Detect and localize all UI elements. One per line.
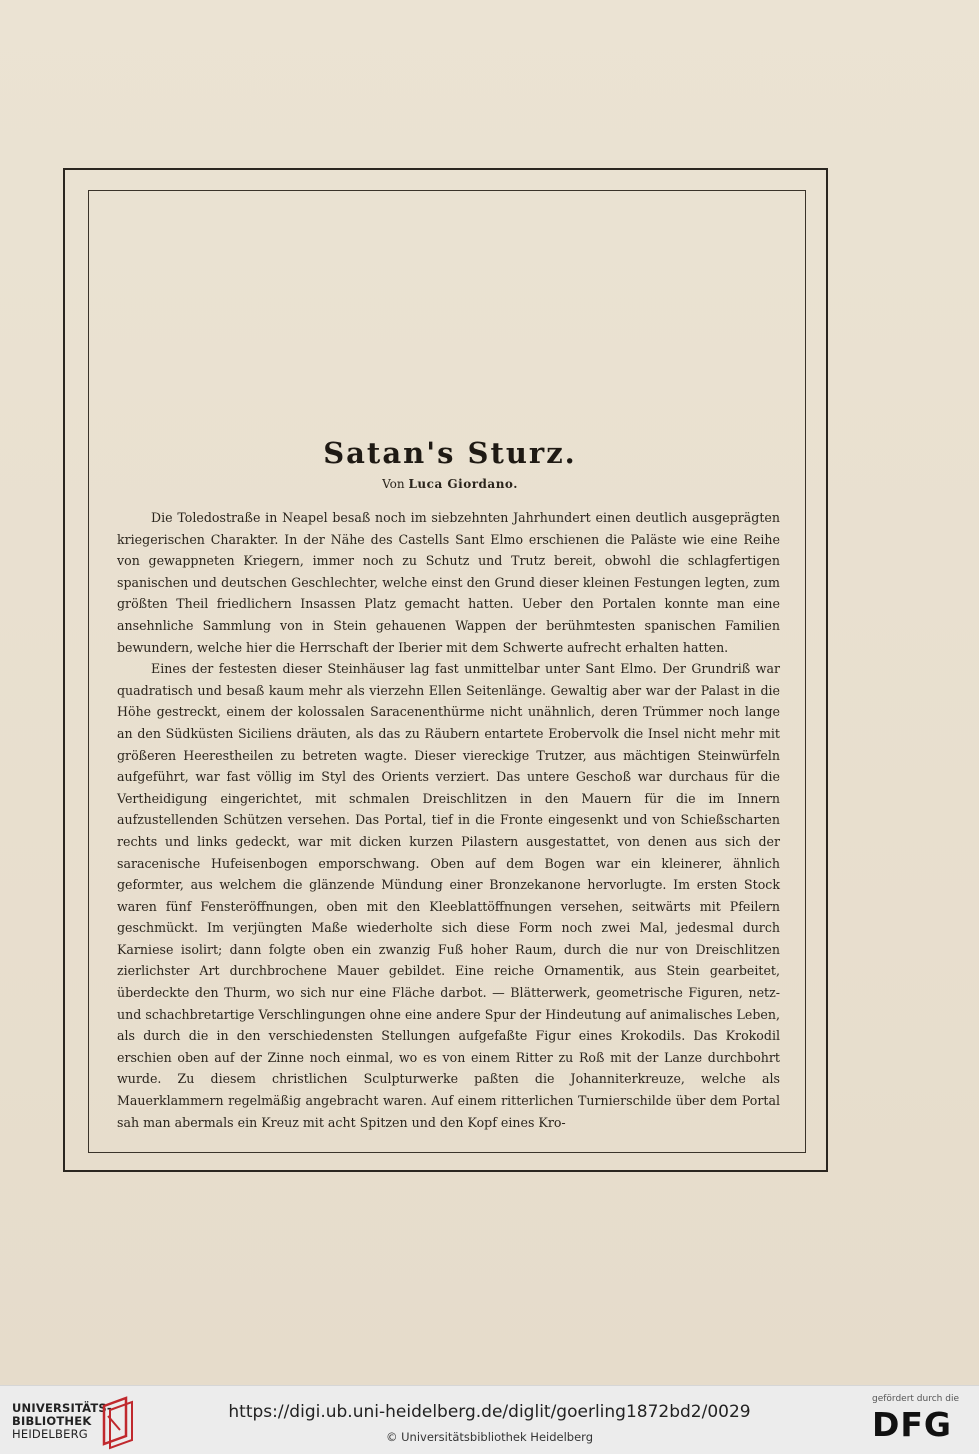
- byline: [0, 477, 900, 491]
- paragraph: Die Toledostraße in Neapel besaß noch im siebzehnten Jahrhundert einen deutlich ausgeprägten kriegerischen Charakter. In der Nähe des Castells Sant Elmo erschienen die Paläste wie eine Reihe von gewappneten Kriegern, immer noch zu Schutz und Trutz bereit, obwohl die schlagfertigen spanischen und deutschen Geschlechter, welche einst den Grund dieser kleinen Festungen legten, zum größten Theil friedlichern Insassen Platz gemacht hatten. Ueber den Portalen konnte man eine ansehnliche Sammlung von in Stein gehauenen Wappen der berühmtesten spanischen Familien bewundern, welche hier die Herrschaft der Iberier mit dem Schwerte aufrecht erhalten hatten.: [117, 510, 780, 655]
- article-body: [117, 507, 780, 1133]
- article-title: Satan's Sturz.: [323, 436, 577, 470]
- uni-line-1: UNIVERSITÄTS-: [12, 1401, 112, 1415]
- dfg-logo[interactable]: DFG: [872, 1405, 953, 1444]
- funding-note: gefördert durch die: [872, 1394, 959, 1404]
- uni-line-3: HEIDELBERG: [12, 1427, 88, 1441]
- byline-prefix: Von: [382, 477, 405, 491]
- author-name: Luca Giordano.: [408, 477, 518, 491]
- uni-line-2: BIBLIOTHEK: [12, 1414, 92, 1428]
- copyright-notice: © Universitätsbibliothek Heidelberg: [385, 1430, 593, 1444]
- viewer-footer: [0, 1385, 979, 1454]
- permalink-url[interactable]: https://digi.ub.uni-heidelberg.de/diglit/goerling1872bd2/0029: [228, 1402, 751, 1422]
- paragraph: Eines der festesten dieser Steinhäuser lag fast unmittelbar unter Sant Elmo. Der Grundriß war quadratisch und besaß kaum mehr als vierzehn Ellen Seitenlänge. Gewaltig aber war der Palast in die Höhe gestreckt, einem der kolossalen Saracenenthürme nicht unähnlich, deren Trümmer noch lange an den Südküsten Siciliens dräuten, als das zu Räubern entartete Erobervolk die Insel nicht mehr mit größeren Heerestheilen zu betreten wagte. Dieser viereckige Trutzer, aus mächtigen Steinwürfeln aufgeführt, war fast völlig im Styl des Orients verziert. Das untere Geschoß war durchaus für die Vertheidigung eingerichtet, mit schmalen Dreischlitzen in den Mauern für die im Innern aufzustellenden Schützen versehen. Das Portal, tief in die Fronte eingesenkt und von Schießscharten rechts und links gedeckt, war mit dicken kurzen Pilastern ausgestattet, von denen aus sich der saracenische Hufeisenbogen emporschwang. Oben auf dem Bogen war ein kleinerer, ähnlich geformter, aus welchem die glänzende Mündung einer Bronzekanone hervorlugte. Im ersten Stock waren fünf Fensteröffnungen, oben mit den Kleeblattöffnungen versehen, seitwärts mit Pfeilern geschmückt. Im verjüngten Maße wiederholte sich diese Form noch zwei Mal, jedesmal durch Karniese isolirt; dann folgte oben ein zwanzig Fuß hoher Raum, durch die nur von Dreischlitzen zierlichster Art durchbrochene Mauer gebildet. Eine reiche Ornamentik, aus Stein gearbeitet, überdeckte den Thurm, wo sich nur eine Fläche darbot. — Blätterwerk, geometrische Figuren, netz- und schachbretartige Verschlingungen ohne eine andere Spur der Hindeutung auf animalisches Leben, als durch die in den verschiedensten Stellungen aufgefaßte Figur eines Krokodils. Das Krokodil erschien oben auf der Zinne noch einmal, wo es von einem Ritter zu Roß mit der Lanze durchbohrt wurde. Zu diesem christlichen Sculpturwerke paßten die Johanniterkreuze, welche als Mauerklammern regelmäßig angebracht waren. Auf einem ritterlichen Turnierschilde über dem Portal sah man abermals ein Kreuz mit acht Spitzen und den Kopf eines Kro-: [117, 661, 780, 1130]
